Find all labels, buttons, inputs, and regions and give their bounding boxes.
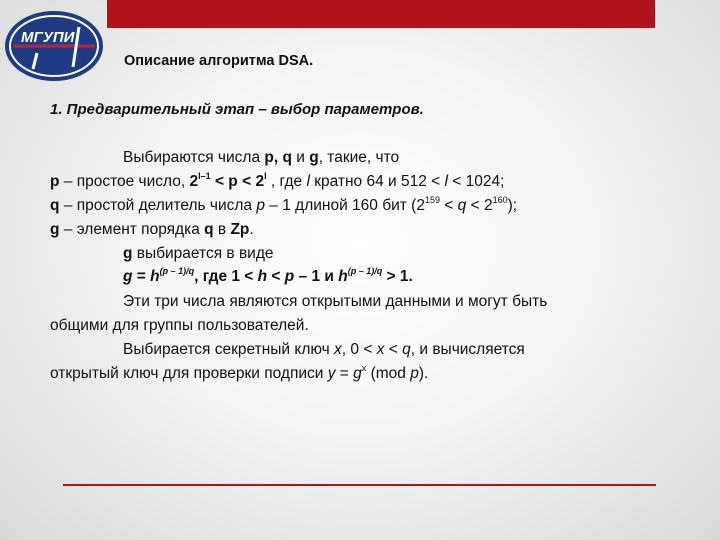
footer-rule (63, 484, 656, 486)
text-line-2: p – простое число, $2^{l-1} < p < 2^l$ , где l кратно 64 и 512 < l < 1024; (50, 170, 505, 190)
text-line-10: открытый ключ для проверки подписи $y = g^x$ (mod p). (50, 362, 429, 382)
slide-title: Описание алгоритма DSA. (124, 53, 314, 69)
text-line-6: $g = h^{(p - 1)/q}$, где 1 < h < p – 1 и $h^{(p - 1)/q} > 1$. (123, 265, 413, 285)
text-line-1: Выбираются числа p, q и g, такие, что (123, 149, 400, 166)
text-line-3: q – простой делитель числа p – 1 длиной 160 бит $(2^{159} < q < 2^{160})$; (50, 194, 518, 214)
text-line-8: общими для группы пользователей. (50, 317, 309, 334)
logo-text: МГУПИ (21, 29, 75, 46)
text-line-9: Выбирается секретный ключ x, 0 < x < q, и вычисляется (123, 341, 525, 358)
header-bar (107, 0, 655, 28)
mgupi-logo (3, 9, 105, 83)
section-heading: 1. Предварительный этап – выбор параметров. (50, 101, 424, 118)
text-line-4: g – элемент порядка q в Zp. (50, 221, 254, 238)
text-line-7: Эти три числа являются открытыми данными и могут быть (123, 293, 548, 310)
text-line-5: g выбирается в виде (123, 245, 274, 262)
